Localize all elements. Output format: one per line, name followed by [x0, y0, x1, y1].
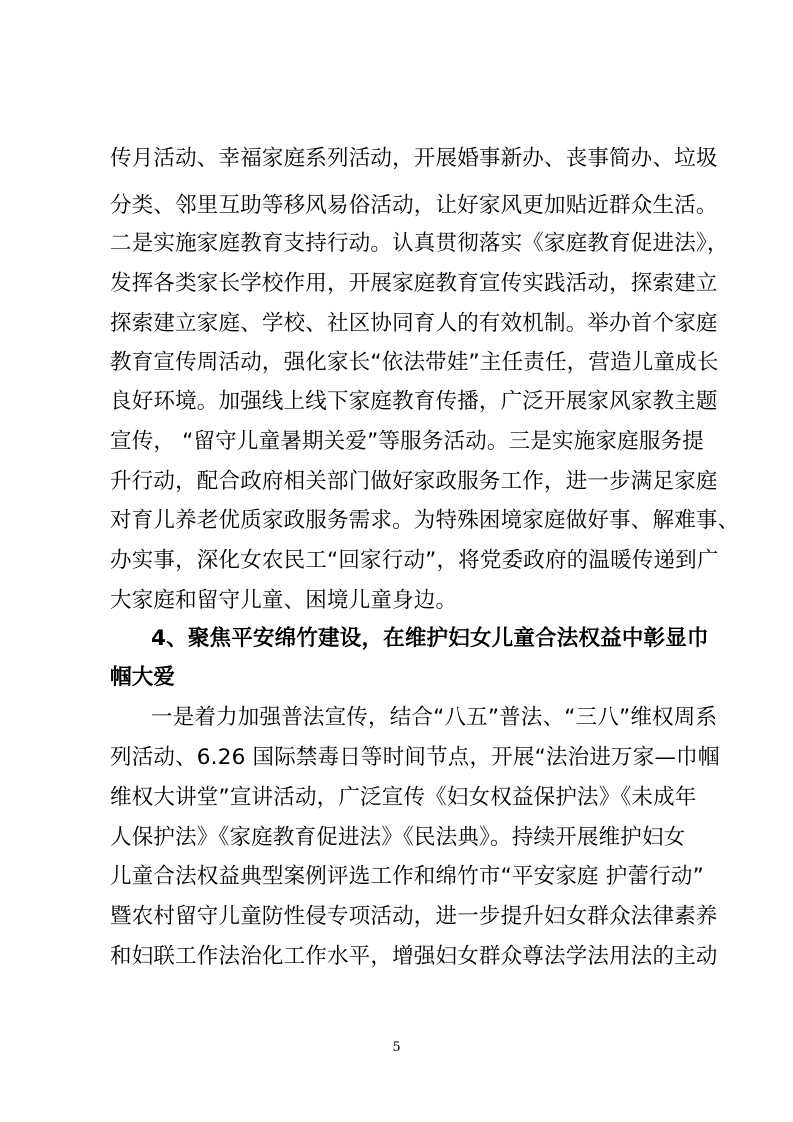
body-text-line: 升行动，配合政府相关部门做好家政服务工作，进一步满足家庭: [110, 469, 718, 494]
body-text-line: 二是实施家庭教育支持行动。认真贯彻落实《家庭教育促进法》，: [110, 231, 729, 256]
page-number: 5: [392, 1040, 401, 1055]
body-text-line: 探索建立家庭、学校、社区协同育人的有效机制。举办首个家庭: [110, 311, 718, 336]
body-text-line: 维权大讲堂”宣讲活动，广泛宣传《妇女权益保护法》《未成年: [110, 785, 697, 810]
body-text-line: 教育宣传周活动，强化家长“依法带娃”主任责任，营造儿童成长: [110, 350, 719, 375]
section-heading-line: 帼大爱: [110, 665, 176, 690]
body-text-line: 良好环境。加强线上线下家庭教育传播，广泛开展家风家教主题: [110, 389, 718, 414]
body-text-line: 传月活动、幸福家庭系列活动，开展婚事新办、丧事简办、垃圾: [110, 146, 718, 171]
section-heading-line: 4、聚焦平安绵竹建设，在维护妇女儿童合法权益中彰显巾: [151, 626, 709, 651]
body-text-line: 对育儿养老优质家政服务需求。为特殊困境家庭做好事、解难事、: [110, 508, 740, 533]
body-text-line: 分类、邻里互助等移风易俗活动，让好家风更加贴近群众生活。: [110, 193, 718, 218]
body-text-line: 儿童合法权益典型案例评选工作和绵竹市“平安家庭 护蕾行动”: [110, 864, 704, 889]
body-text-line: 暨农村留守儿童防性侵专项活动，进一步提升妇女群众法律素养: [110, 904, 718, 929]
body-text-line: 发挥各类家长学校作用，开展家庭教育宣传实践活动，探索建立: [110, 271, 718, 296]
body-text-line: 宣传， “留守儿童暑期关爱”等服务活动。三是实施家庭服务提: [110, 429, 704, 454]
body-text-line: 和妇联工作法治化工作水平，增强妇女群众尊法学法用法的主动: [110, 944, 718, 969]
body-text-line: 大家庭和留守儿童、困境儿童身边。: [110, 588, 458, 613]
body-text-line: 人保护法》《家庭教育促进法》《民法典》。持续开展维护妇女: [110, 825, 686, 850]
body-text-line: 办实事，深化女农民工“回家行动”，将党委政府的温暖传递到广: [110, 548, 719, 573]
body-text-line: 一是着力加强普法宣传，结合“八五”普法、“三八”维权周系: [151, 705, 718, 730]
body-text-line: 列活动、6.26 国际禁毒日等时间节点，开展“法治进万家—巾帼: [110, 745, 720, 770]
